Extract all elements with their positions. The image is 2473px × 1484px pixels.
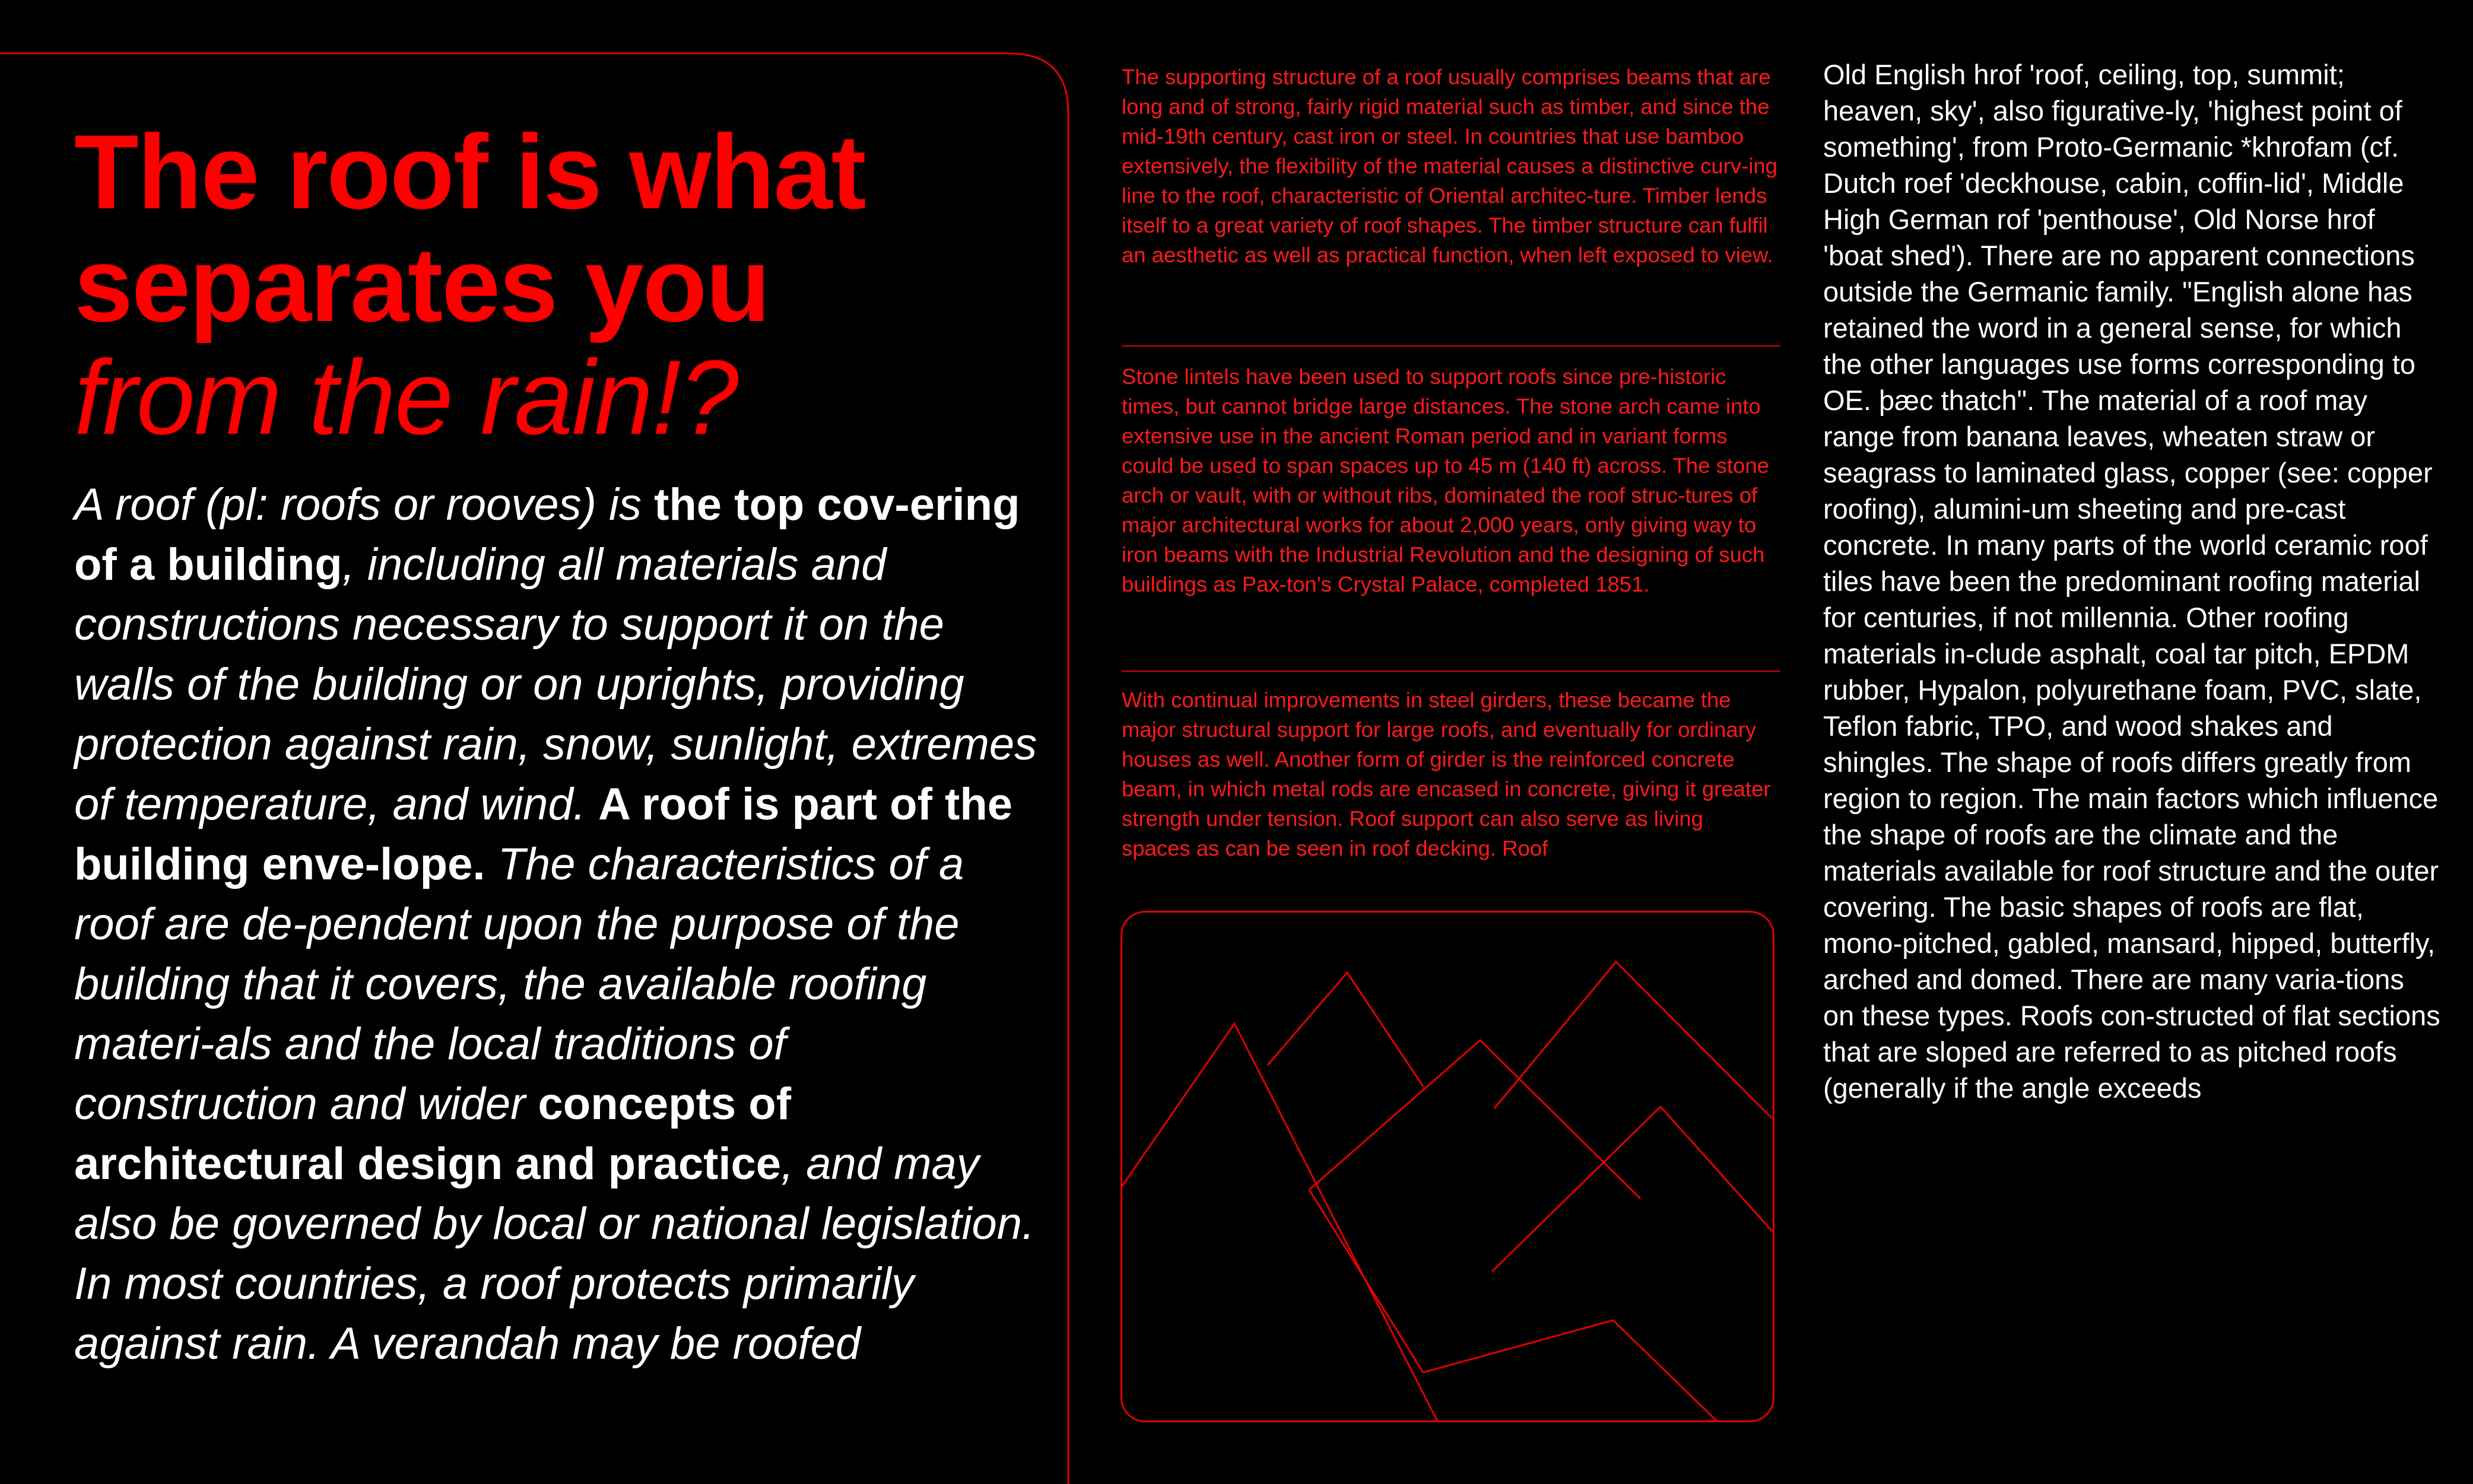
structure-paragraph <box>1122 62 1777 270</box>
structure-text: The supporting structure of a roof usually comprises beams that are long and of strong, fairly rigid material such as timber, and since the mid-19th century, cast iron or steel. In countries that use bamboo extensively, the flexibility of the material causes a distinctive curv-ing line to the roof, characteristic of Oriental architec-ture. Timber lends itself to a great variety of roof shapes. The timber structure can fulfil an aesthetic as well as practical function, when left exposed to view. <box>1122 65 1777 267</box>
intro-text-1: A roof (pl: roofs or rooves) is <box>74 479 655 530</box>
divider-2 <box>1122 670 1780 672</box>
headline-line-3: from the rain!? <box>74 338 738 456</box>
intro-text-4: , and may also be governed by local or national legislation. In most countries, a roof protects primarily against rain. A verandah may be roofed <box>74 1139 1035 1369</box>
mountain-roof-illustration <box>1120 911 1774 1422</box>
intro-text-3: The characteristics of a roof are de-pendent upon the purpose of the building that it covers, the available roofing materi-als and the local traditions of construction and wider <box>74 839 964 1129</box>
intro-bold-2: A roof is part of the building enve-lope. <box>74 779 1013 889</box>
intro-bold-3: concepts of architectural design and practice <box>74 1079 792 1189</box>
stone-text: Stone lintels have been used to support roofs since pre-historic times, but cannot bridge large distances. The stone arch came into extensive use in the ancient Roman period and in variant forms could be used to span spaces up to 45 m (140 ft) across. The stone arch or vault, with or without ribs, dominated the roof struc-tures of major architectural works for about 2,000 years, only giving way to iron beams with the Industrial Revolution and the designing of such buildings as Pax-ton's Crystal Palace, completed 1851. <box>1122 364 1769 596</box>
steel-text: With continual improvements in steel girders, these became the major structural support for large roofs, and eventually for ordinary houses as well. Another form of girder is the reinforced concrete beam, in which metal rods are encased in concrete, giving it greater strength under tension. Roof support can also serve as living spaces as can be seen in roof decking. Roof <box>1122 688 1771 860</box>
intro-text-2: , including all materials and constructions necessary to support it on the walls of the building or on uprights, providing protection against rain, snow, sunlight, extremes of temperature, and wind. <box>74 539 1037 830</box>
headline-line-1: The roof is what <box>74 113 865 231</box>
intro-paragraph <box>74 475 1042 1374</box>
headline-line-2: separates you <box>74 225 770 344</box>
divider-1 <box>1122 345 1780 347</box>
stone-paragraph <box>1122 362 1777 599</box>
intro-bold-1: the top cov-ering of a building <box>74 479 1020 590</box>
headline <box>74 113 1059 456</box>
etymology-paragraph: Old English hrof 'roof, ceiling, top, summit; heaven, sky', also figurative-ly, 'highest point of something', from Proto-Germanic *khrofam (cf. Dutch roef 'deckhouse, cabin, coffin-lid', Middle High German rof 'penthouse', Old Norse hrof 'boat shed'). There are no apparent connections outside the Germanic family. "English alone has retained the word in a general sense, for which the other languages use forms corresponding to OE. þæc thatch". The material of a roof may range from banana leaves, wheaten straw or seagrass to laminated glass, copper (see: copper roofing), alumini-um sheeting and pre-cast concrete. In many parts of the world ceramic roof tiles have been the predominant roofing material for centuries, if not millennia. Other roofing materials in-clude asphalt, coal tar pitch, EPDM rubber, Hypalon, polyurethane foam, PVC, slate, Teflon fabric, TPO, and wood shakes and shingles. The shape of roofs differs greatly from region to region. The main factors which influence the shape of roofs are the climate and the materials available for roof structure and the outer covering. The basic shapes of roofs are flat, mono-pitched, gabled, mansard, hipped, butterfly, arched and domed. There are many varia-tions on these types. Roofs con-structed of flat sections that are sloped are referred to as pitched roofs (generally if the angle exceeds <box>1823 59 2440 1104</box>
steel-paragraph <box>1122 685 1777 863</box>
